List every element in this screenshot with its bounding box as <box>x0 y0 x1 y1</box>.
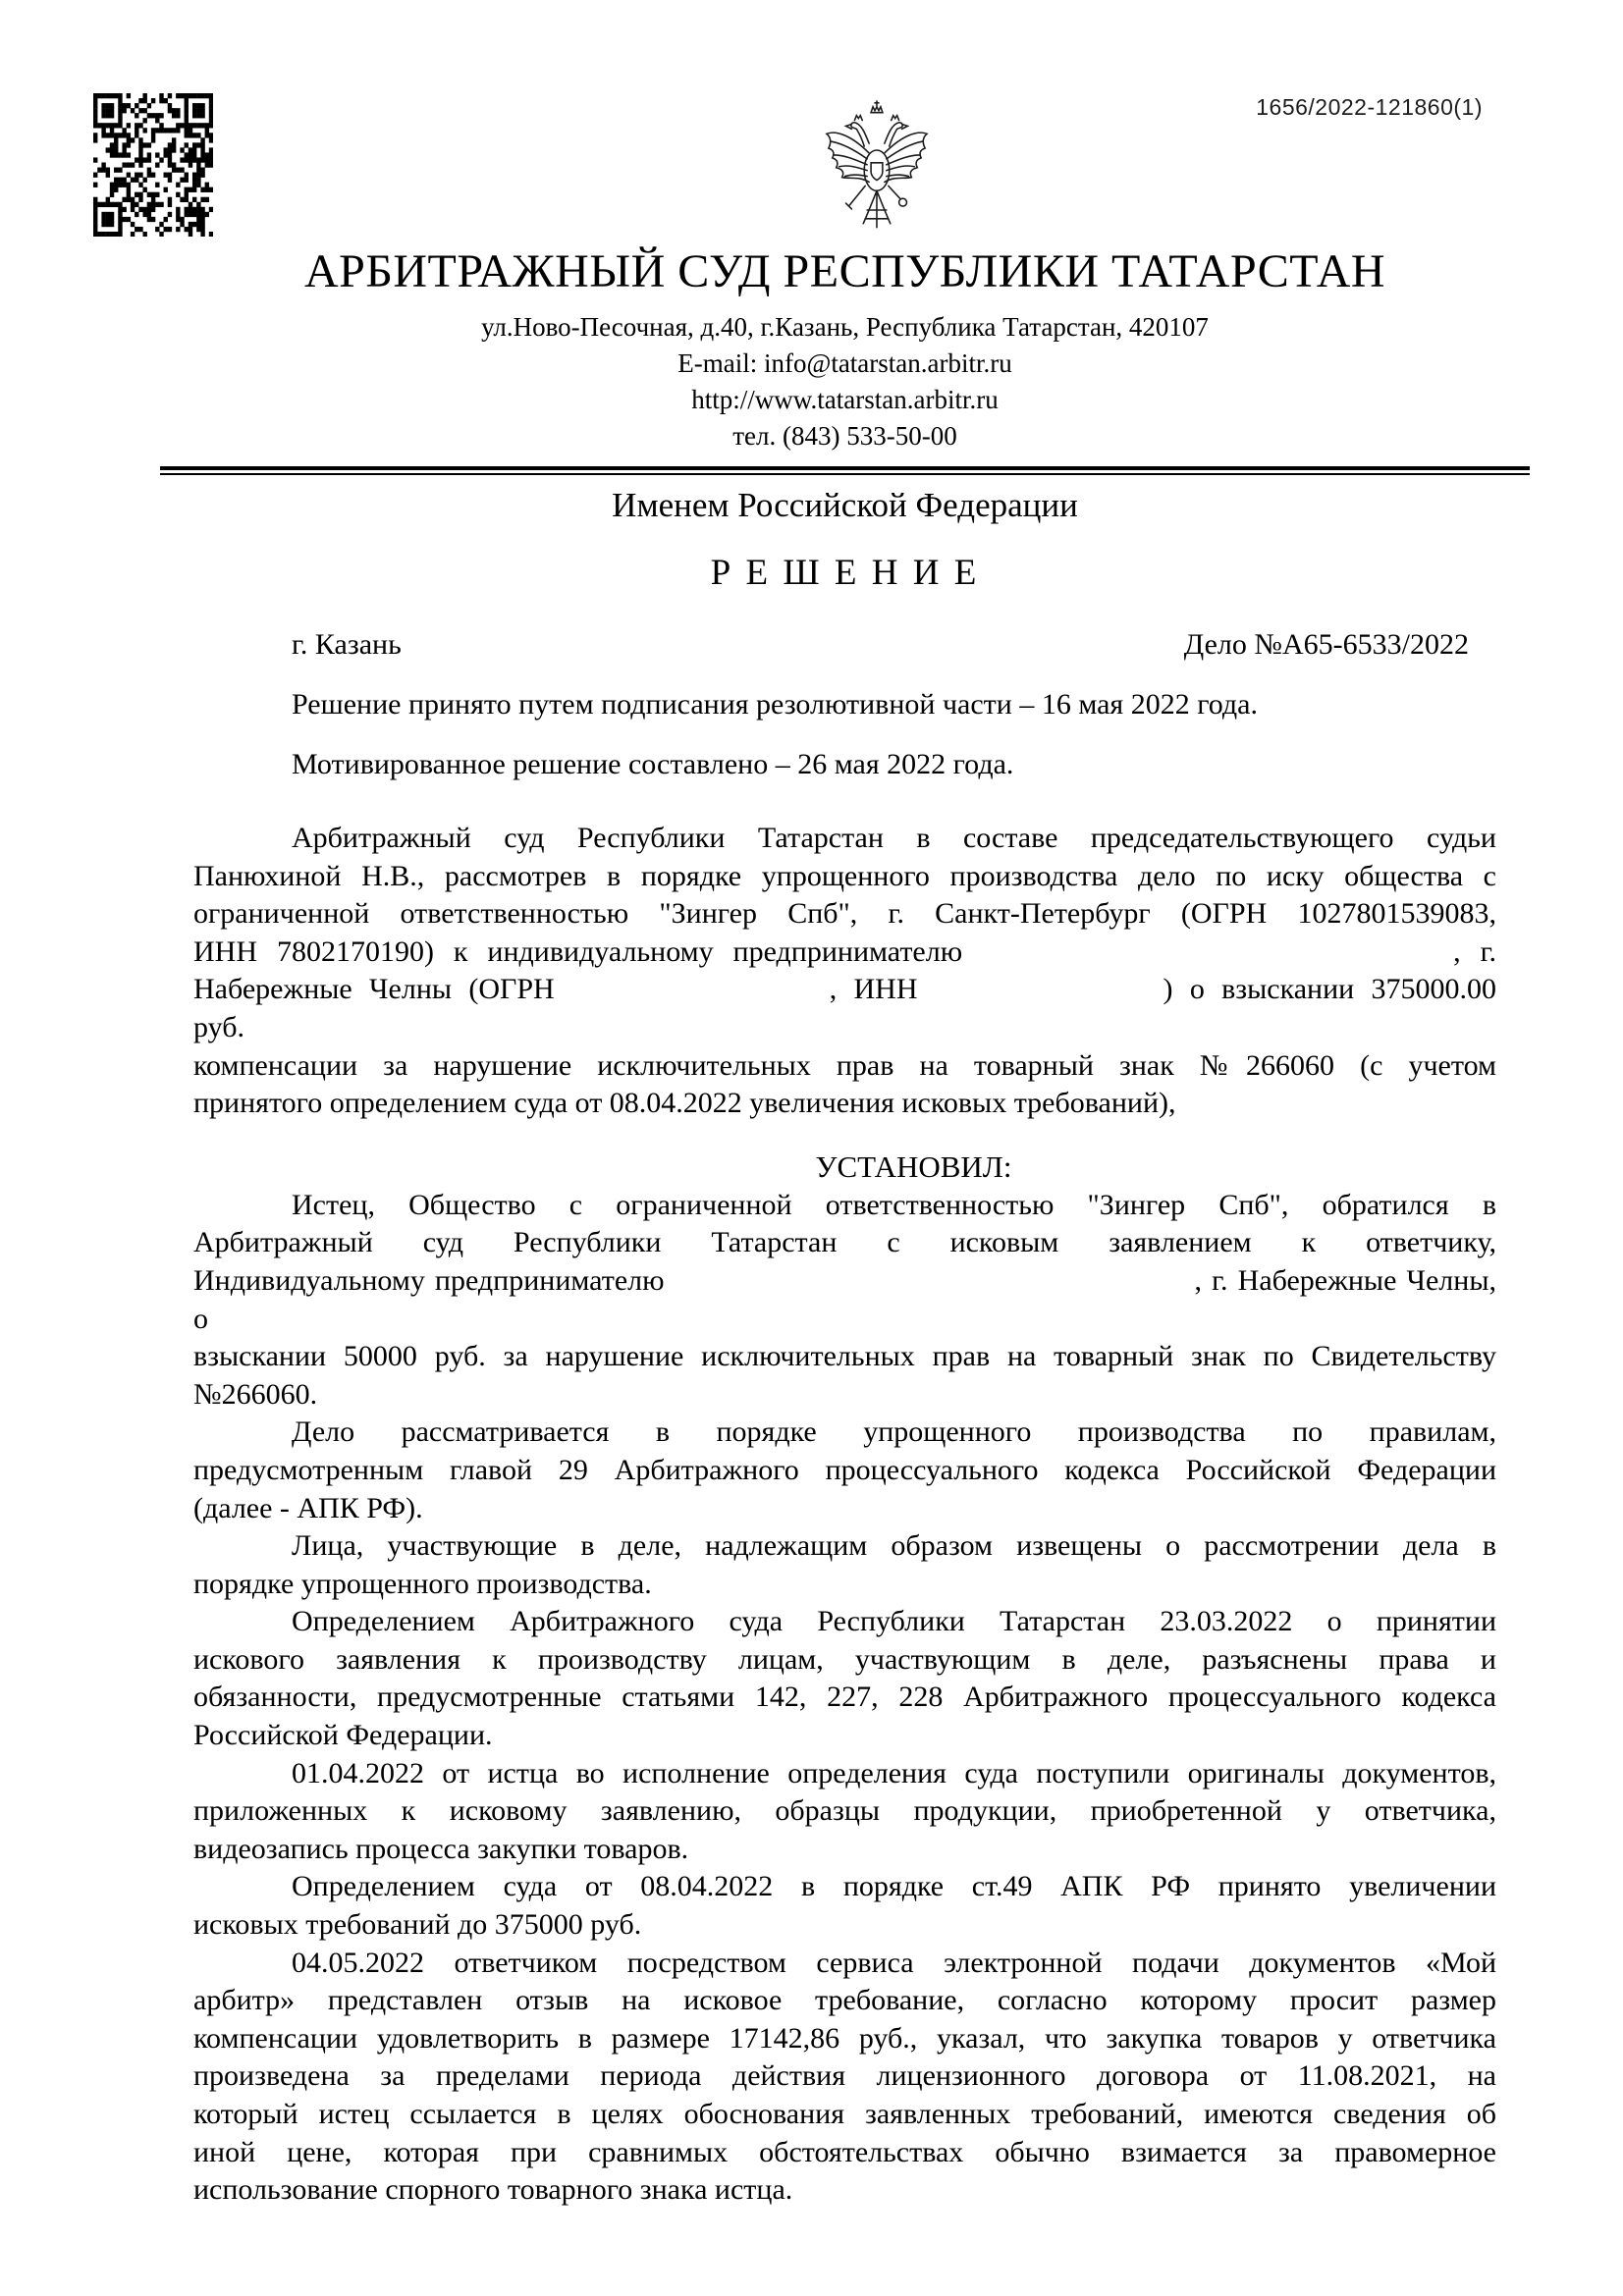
text-line: Индивидуальному предпринимателю , г. Набережные Челны, о <box>193 1263 1496 1335</box>
separator-rule <box>160 466 1530 475</box>
resolution-date-line: Решение принято путем подписания резолютивной части – 16 мая 2022 года. <box>292 688 1258 721</box>
case-city: г. Казань <box>292 628 402 661</box>
phone-line: тел. (843) 533-50-00 <box>732 421 957 451</box>
text-line: Определением суда от 08.04.2022 в порядке ст.49 АПК РФ принято увеличении <box>292 1870 1496 1903</box>
paragraph <box>193 1527 1496 1603</box>
paragraph <box>193 1187 1496 1415</box>
text-line: видеозапись процесса закупки товаров. <box>193 1832 689 1865</box>
redacted-blank <box>962 960 1453 961</box>
document-number: 1656/2022-121860(1) <box>1256 94 1483 120</box>
text-line: обязанности, предусмотренные статьями 142, 227, 228 Арбитражного процессуального кодекса <box>193 1681 1496 1714</box>
text-line: порядке упрощенного производства. <box>193 1567 652 1600</box>
text-line: Истец, Общество с ограниченной ответственностью "Зингер Спб", обратился в <box>292 1188 1496 1221</box>
body-sections <box>193 820 1496 2210</box>
address-line: ул.Ново-Песочная, д.40, г.Казань, Республика Татарстан, 420107 <box>481 312 1209 342</box>
document-content <box>193 93 1496 2210</box>
paragraph <box>193 1868 1496 1944</box>
text-line: 01.04.2022 от истца во исполнение определения суда поступили оригиналы документов, <box>292 1756 1496 1789</box>
redacted-blank <box>665 1289 1195 1290</box>
text-line: арбитр» представлен отзыв на исковое требование, согласно которому просит размер <box>193 1984 1496 2017</box>
letterhead <box>193 93 1496 475</box>
text-line: иной цене, которая при сравнимых обстоятельствах обычно взимается за правомерное <box>193 2135 1496 2168</box>
text-line: ограниченной ответственностью "Зингер Спб", г. Санкт-Петербург (ОГРН 1027801539083, <box>193 897 1496 931</box>
decision-title: Р Е Ш Е Н И Е <box>710 553 980 593</box>
text-line: предусмотренным главой 29 Арбитражного процессуального кодекса Российской Федерации <box>193 1453 1496 1486</box>
text-line: приложенных к исковому заявлению, образцы продукции, приобретенной у ответчика, <box>193 1794 1496 1828</box>
text-line: взыскании 50000 руб. за нарушение исключительных прав на товарный знак по Свидетельству <box>193 1340 1496 1373</box>
text-line: (далее - АПК РФ). <box>193 1491 423 1524</box>
text-line: компенсации удовлетворить в размере 17142,86 руб., указал, что закупка товаров у ответчика <box>193 2021 1496 2055</box>
text-line: искового заявления к производству лицам, участвующим в деле, разъяснены права и <box>193 1642 1496 1676</box>
case-number: Дело №А65-6533/2022 <box>1183 628 1469 661</box>
text-line: Арбитражный суд Республики Татарстан с исковым заявлением к ответчику, <box>193 1226 1496 1259</box>
text-line: компенсации за нарушение исключительных прав на товарный знак №266060 (с учетом <box>193 1048 1496 1082</box>
coat-of-arms-icon <box>819 93 935 242</box>
case-line <box>193 626 1496 664</box>
text-line: №266060. <box>193 1377 318 1411</box>
website-line: http://www.tatarstan.arbitr.ru <box>691 385 999 414</box>
text-line: принятого определением суда от 08.04.2022 увеличения исковых требований), <box>193 1087 1176 1120</box>
email-line: E-mail: info@tatarstan.arbitr.ru <box>677 348 1012 378</box>
redacted-blank <box>555 997 830 998</box>
text-line: Российской Федерации. <box>193 1719 493 1752</box>
text-line: Набережные Челны (ОГРН , ИНН ) о взыскании 375000.00 руб. <box>193 973 1497 1043</box>
established-heading: УСТАНОВИЛ: <box>815 1148 1012 1184</box>
text-line: ИНН 7802170190) к индивидуальному предпринимателю , г. <box>193 934 1497 968</box>
text-line: Лица, участвующие в деле, надлежащим образом извещены о рассмотрении дела в <box>292 1529 1496 1563</box>
redacted-blank <box>918 997 1163 998</box>
paragraph <box>193 820 1496 1123</box>
text-line: Дело рассматривается в порядке упрощенного производства по правилам, <box>292 1415 1496 1449</box>
text-line: использование спорного товарного знака истца. <box>193 2173 793 2207</box>
in-the-name-line: Именем Российской Федерации <box>612 486 1078 524</box>
paragraph <box>193 1603 1496 1754</box>
court-name: АРБИТРАЖНЫЙ СУД РЕСПУБЛИКИ ТАТАРСТАН <box>303 245 1386 297</box>
paragraph <box>193 1945 1496 2210</box>
text-line: исковых требований до 375000 руб. <box>193 1908 642 1942</box>
motivated-date-line: Мотивированное решение составлено – 26 мая 2022 года. <box>292 748 1014 780</box>
text-line: произведена за пределами периода действия лицензионного договора от 11.08.2021, на <box>193 2059 1496 2093</box>
text-line: Определением Арбитражного суда Республики Татарстан 23.03.2022 о принятии <box>292 1605 1496 1638</box>
text-line: 04.05.2022 ответчиком посредством сервиса электронной подачи документов «Мой <box>292 1946 1496 1979</box>
paragraph <box>193 1414 1496 1527</box>
court-contacts <box>193 309 1496 454</box>
text-line: Арбитражный суд Республики Татарстан в составе председательствующего судьи <box>292 822 1496 854</box>
paragraph <box>193 1755 1496 1869</box>
text-line: Панюхиной Н.В., рассмотрев в порядке упрощенного производства дело по иску общества с <box>193 859 1496 892</box>
text-line: который истец ссылается в целях обоснования заявленных требований, имеются сведения об <box>193 2098 1496 2130</box>
